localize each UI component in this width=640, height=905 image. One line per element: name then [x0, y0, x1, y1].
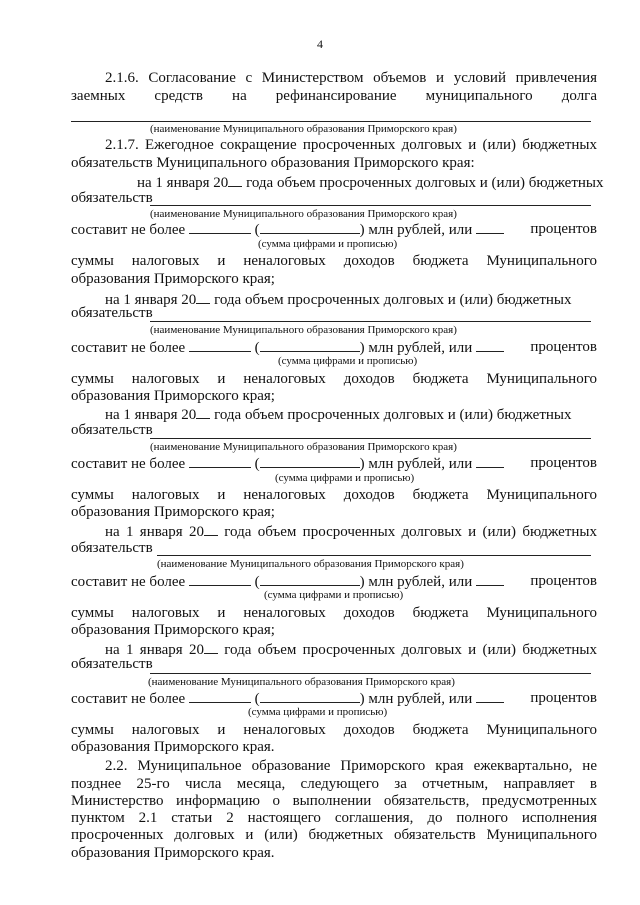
million-label: ) млн рублей, или	[359, 456, 473, 472]
percent-label: процентов	[530, 455, 597, 471]
caption-name: (наименование Муниципального образования Приморского края)	[157, 558, 464, 570]
blank-line	[157, 555, 591, 556]
blank-line	[150, 205, 591, 206]
million-label: ) млн рублей, или	[359, 222, 473, 238]
sum-blank	[189, 221, 251, 234]
percent-label: процентов	[530, 339, 597, 355]
clause-2-1-7-line-1: 2.1.7. Ежегодное сокращение просроченных долговых и (или) бюджетных	[105, 137, 597, 153]
obligations-label: обязательств	[71, 656, 153, 672]
clause-2-2-line: позднее 25-го числа месяца, следующего за отчетным, направляет в	[71, 776, 597, 792]
year-prefix: на 1 января 20	[105, 292, 197, 308]
percent-blank	[476, 221, 504, 234]
page-number: 4	[317, 37, 323, 51]
year-blank	[228, 174, 242, 187]
year-line	[105, 523, 597, 541]
blank-line	[71, 121, 591, 122]
sum-blank	[189, 339, 251, 352]
clause-2-2-line: пунктом 2.1 статьи 2 настоящего соглашения, до полного исполнения	[71, 810, 597, 826]
revenue-line: суммы налоговых и неналоговых доходов бюджета Муниципального	[71, 371, 597, 387]
clause-2-1-7-line-2: обязательств Муниципального образования Приморского края:	[71, 155, 475, 171]
sum-words-blank	[260, 339, 360, 352]
paren-open: (	[254, 691, 260, 707]
year-blank	[204, 523, 218, 536]
caption-sum: (сумма цифрами и прописью)	[278, 355, 418, 367]
not-more-line	[71, 221, 597, 239]
obligations-label: обязательств	[71, 190, 153, 206]
caption-name: (наименование Муниципального образования Приморского края)	[150, 208, 457, 220]
caption-name: (наименование Муниципального образования Приморского края)	[150, 441, 457, 453]
sum-blank	[189, 573, 251, 586]
clause-2-2-line: просроченных долговых и (или) бюджетных обязательств Муниципального	[71, 827, 597, 843]
year-prefix: на 1 января 20	[137, 175, 229, 191]
municipality-line: образования Приморского края;	[71, 504, 275, 520]
clause-2-1-6-line-2: заемных средств на рефинансирование муниципального долга	[71, 88, 597, 104]
percent-label: процентов	[530, 573, 597, 589]
percent-blank	[476, 339, 504, 352]
municipality-line: образования Приморского края.	[71, 739, 275, 755]
blank-line	[150, 321, 591, 322]
clause-2-2-line: 2.2. Муниципальное образование Приморского края ежеквартально, не	[105, 758, 597, 774]
clause-2-2-line: образования Приморского края.	[71, 845, 275, 861]
not-more-label: составит не более	[71, 456, 186, 472]
year-prefix: на 1 января 20	[105, 407, 197, 423]
sum-words-blank	[260, 690, 360, 703]
not-more-label: составит не более	[71, 691, 186, 707]
paren-open: (	[254, 574, 260, 590]
not-more-label: составит не более	[71, 222, 186, 238]
sum-words-blank	[260, 221, 360, 234]
obligations-label: обязательств	[71, 305, 153, 321]
caption-sum: (сумма цифрами и прописью)	[248, 706, 388, 718]
paren-open: (	[254, 456, 260, 472]
revenue-line: суммы налоговых и неналоговых доходов бюджета Муниципального	[71, 487, 597, 503]
not-more-label: составит не более	[71, 340, 186, 356]
revenue-line: суммы налоговых и неналоговых доходов бюджета Муниципального	[71, 605, 597, 621]
caption-sum: (сумма цифрами и прописью)	[264, 589, 404, 601]
year-prefix: на 1 января 20	[105, 524, 204, 540]
year-suffix: года объем просроченных долговых и (или) бюджетных	[214, 292, 572, 308]
revenue-line: суммы налоговых и неналоговых доходов бюджета Муниципального	[71, 722, 597, 738]
not-more-label: составит не более	[71, 574, 186, 590]
percent-blank	[476, 690, 504, 703]
caption-sum: (сумма цифрами и прописью)	[258, 238, 398, 250]
million-label: ) млн рублей, или	[359, 691, 473, 707]
year-blank	[196, 291, 210, 304]
revenue-line: суммы налоговых и неналоговых доходов бюджета Муниципального	[71, 253, 597, 269]
sum-blank	[189, 455, 251, 468]
year-suffix: года объем просроченных долговых и (или) бюджетных	[214, 407, 572, 423]
caption-name: (наименование Муниципального образования Приморского края)	[150, 324, 457, 336]
year-suffix: года объем просроченных долговых и (или) бюджетных	[224, 642, 598, 658]
not-more-line	[71, 455, 597, 473]
clause-2-1-6-line-1: 2.1.6. Согласование с Министерством объемов и условий привлечения	[105, 70, 597, 86]
clause-2-2-line: Министерство информацию о выполнении обязательств, предусмотренных	[71, 793, 597, 809]
year-suffix: года объем просроченных долговых и (или) бюджетных	[246, 175, 604, 191]
caption-name: (наименование Муниципального образования Приморского края)	[150, 123, 457, 135]
paren-open: (	[254, 222, 260, 238]
year-blank	[204, 641, 218, 654]
percent-label: процентов	[530, 690, 597, 706]
caption-name: (наименование Муниципального образования Приморского края)	[148, 676, 455, 688]
year-suffix: года объем просроченных долговых и (или) бюджетных	[224, 524, 598, 540]
million-label: ) млн рублей, или	[359, 340, 473, 356]
municipality-line: образования Приморского края;	[71, 388, 275, 404]
municipality-line: образования Приморского края;	[71, 271, 275, 287]
obligations-label: обязательств	[71, 540, 153, 556]
caption-sum: (сумма цифрами и прописью)	[275, 472, 415, 484]
percent-blank	[476, 455, 504, 468]
obligations-label: обязательств	[71, 422, 153, 438]
million-label: ) млн рублей, или	[359, 574, 473, 590]
percent-label: процентов	[530, 221, 597, 237]
sum-words-blank	[260, 455, 360, 468]
blank-line	[150, 438, 591, 439]
sum-blank	[189, 690, 251, 703]
year-blank	[196, 406, 210, 419]
sum-words-blank	[260, 573, 360, 586]
municipality-line: образования Приморского края;	[71, 622, 275, 638]
year-prefix: на 1 января 20	[105, 642, 204, 658]
blank-line	[150, 673, 591, 674]
paren-open: (	[254, 340, 260, 356]
percent-blank	[476, 573, 504, 586]
